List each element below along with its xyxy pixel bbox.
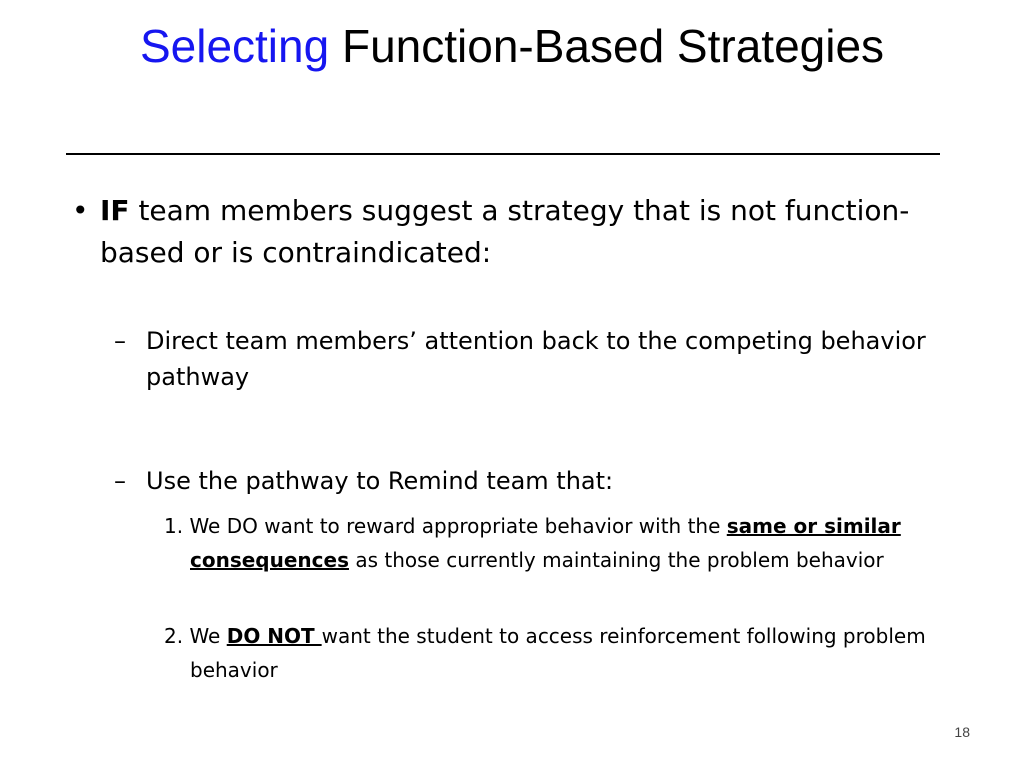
numbered-item-prefix: 2. We bbox=[164, 624, 227, 648]
subpoint-text: Use the pathway to Remind team that: bbox=[146, 467, 614, 495]
slide-number: 18 bbox=[954, 724, 970, 740]
bullet-marker: • bbox=[72, 194, 89, 227]
numbered-item bbox=[164, 619, 990, 687]
subpoint-marker: – bbox=[114, 327, 126, 355]
numbered-item-prefix: 1. We DO want to reward appropriate behavior with the bbox=[164, 514, 727, 538]
bullet-item bbox=[72, 190, 932, 274]
bullet-keyword: IF bbox=[100, 194, 130, 227]
title-main-text: Function-Based Strategies bbox=[341, 20, 885, 72]
subpoint-marker: – bbox=[114, 467, 126, 495]
numbered-item-emphasis: same or similar consequences bbox=[190, 514, 901, 572]
subpoint-text: Direct team members’ attention back to the competing behavior pathway bbox=[146, 327, 926, 391]
subpoint-item bbox=[114, 323, 934, 395]
subpoint-item bbox=[114, 463, 934, 499]
numbered-item-emphasis: DO NOT bbox=[226, 624, 322, 648]
numbered-item-suffix: want the student to access reinforcement following problem behavior bbox=[190, 624, 926, 682]
numbered-item-suffix: as those currently maintaining the problem behavior bbox=[348, 548, 884, 572]
title-accent-word: Selecting bbox=[139, 20, 330, 72]
numbered-item bbox=[164, 509, 990, 577]
bullet-text bbox=[100, 190, 932, 274]
bullet-body: team members suggest a strategy that is not function-based or is contraindicated: bbox=[100, 194, 910, 269]
